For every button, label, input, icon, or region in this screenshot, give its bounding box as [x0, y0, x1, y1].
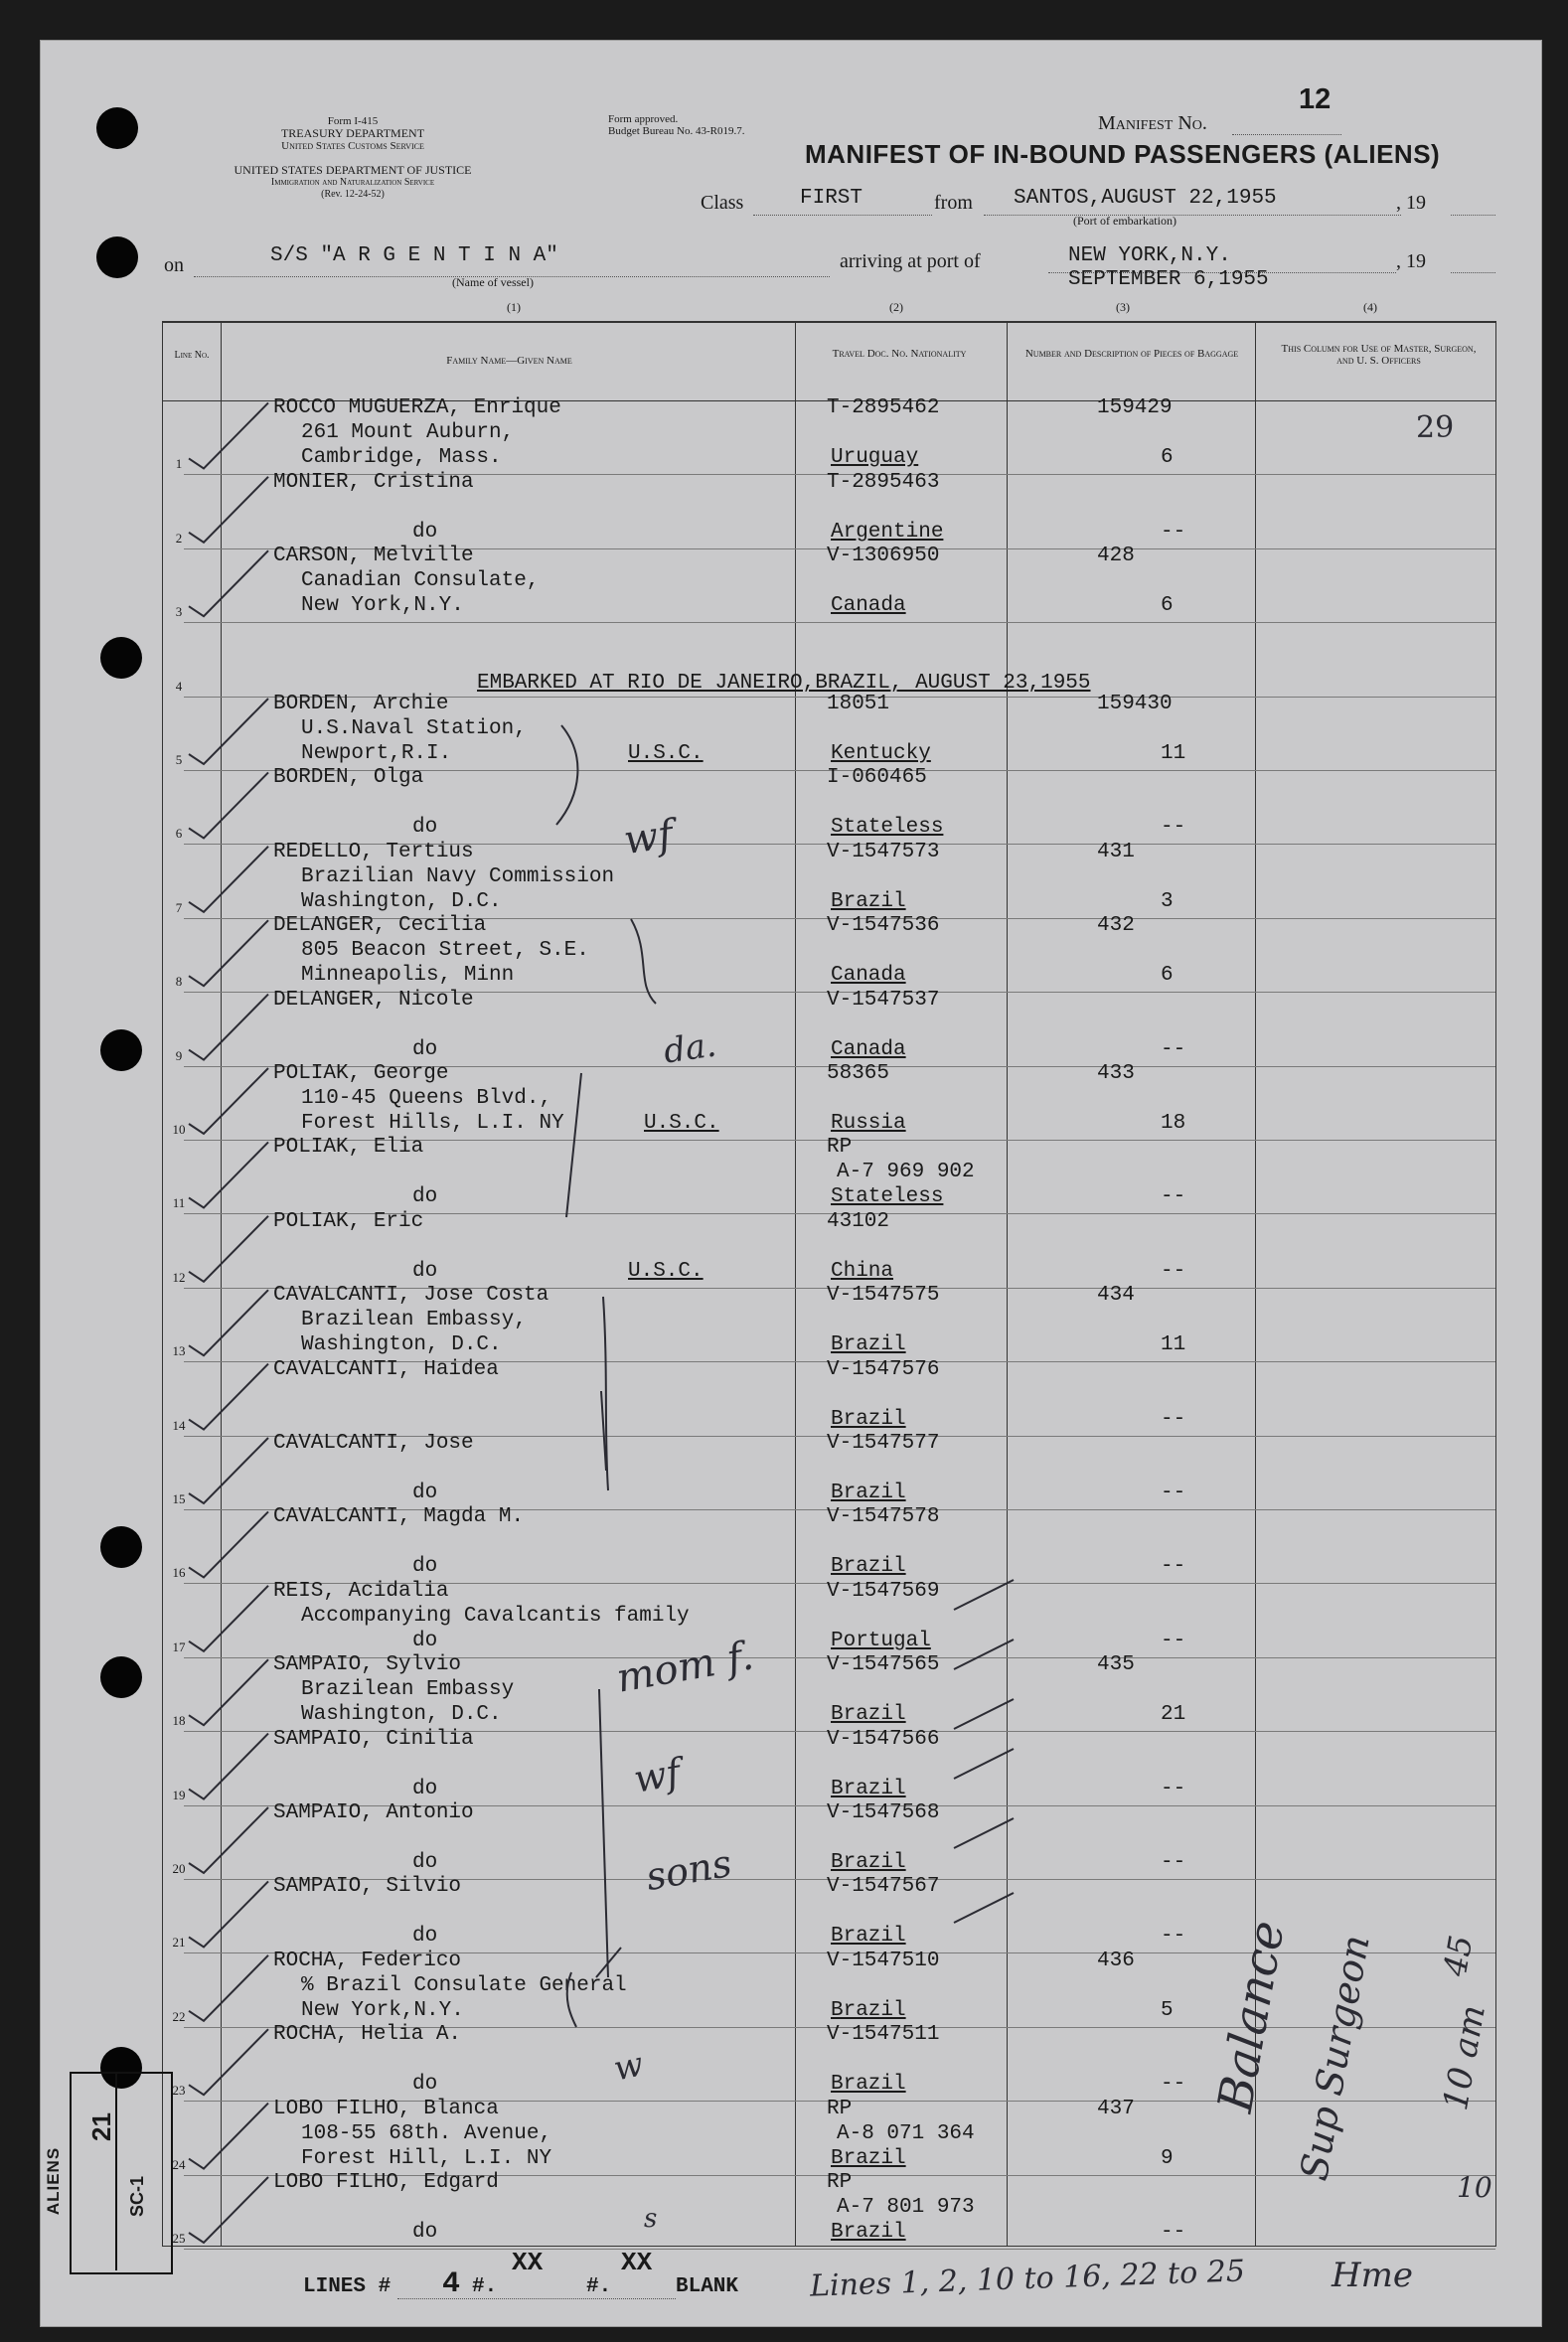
baggage-number: 437: [1097, 2098, 1135, 2120]
line-number: 3: [175, 604, 183, 619]
baggage-number: 428: [1097, 545, 1135, 567]
baggage-count: 3: [1161, 890, 1174, 913]
handwriting-wf-1: wf: [621, 811, 677, 864]
passenger-address-2: Newport,R.I.: [301, 742, 452, 765]
col-num-3: (3): [1116, 300, 1130, 314]
from-value: SANTOS,AUGUST 22,1955: [1014, 187, 1277, 210]
baggage-count: --: [1161, 1260, 1186, 1283]
nationality: Brazil: [831, 2147, 906, 2170]
nationality: Brazil: [831, 1482, 906, 1504]
passenger-address-2: New York,N.Y.: [301, 1999, 464, 2022]
nationality: Stateless: [831, 1185, 944, 1208]
check-mark: [189, 699, 268, 764]
line-number: 8: [175, 974, 183, 989]
nationality: Brazil: [831, 890, 906, 913]
arrival-port: NEW YORK,N.Y.: [1068, 244, 1231, 267]
vessel-caption: (Name of vessel): [452, 275, 534, 289]
form-number: Form I-415: [327, 115, 379, 127]
travel-doc-number: V-1547510: [827, 1950, 940, 1972]
passenger-address-2: Forest Hill, L.I. NY: [301, 2147, 552, 2170]
baggage-count: --: [1161, 1555, 1186, 1578]
class-value: FIRST: [800, 187, 863, 210]
citizenship-note: U.S.C.: [644, 1112, 719, 1135]
line-number: 2: [175, 531, 183, 546]
col-family-name: Family Name—Given Name: [446, 355, 572, 367]
passenger-name: CAVALCANTI, Jose: [273, 1432, 474, 1455]
line-number: 19: [172, 1788, 186, 1802]
travel-doc-number: V-1547578: [827, 1505, 940, 1528]
line-number: 21: [172, 1935, 186, 1950]
baggage-count: --: [1161, 816, 1186, 839]
ditto-mark: do: [412, 1482, 438, 1504]
passenger-name: POLIAK, Elia: [273, 1136, 424, 1159]
line-number: 4: [175, 679, 183, 694]
check-mark: [189, 477, 268, 543]
line-number: 7: [175, 900, 183, 915]
passenger-name: ROCHA, Helia A.: [273, 2023, 462, 2046]
baggage-count: 21: [1161, 1703, 1186, 1726]
handwriting-10: 10: [1457, 2171, 1492, 2204]
officer-note: 29: [1416, 410, 1455, 445]
line-number: 15: [172, 1491, 186, 1506]
col-travel-doc: Travel Doc. No. Nationality: [832, 348, 967, 360]
nationality: Brazil: [831, 1408, 906, 1431]
baggage-count: 11: [1161, 742, 1186, 765]
ditto-mark: do: [412, 1851, 438, 1874]
passenger-address-1: Brazilian Navy Commission: [301, 865, 615, 888]
line-number: 13: [172, 1343, 186, 1358]
baggage-count: --: [1161, 2221, 1186, 2244]
line-number: 16: [172, 1565, 186, 1580]
nationality: Canada: [831, 594, 906, 617]
check-mark: [189, 550, 268, 616]
travel-doc-number: V-1547566: [827, 1728, 940, 1751]
check-mark: [189, 1142, 268, 1207]
year-suffix-2: , 19: [1396, 250, 1426, 272]
passenger-address-1: 261 Mount Auburn,: [301, 421, 515, 444]
handwriting-footer-note: Lines 1, 2, 10 to 16, 22 to 25: [809, 2254, 1246, 2304]
nationality: China: [831, 1260, 894, 1283]
nationality: Brazil: [831, 1925, 906, 1948]
check-mark: [189, 1216, 268, 1282]
baggage-number: 433: [1097, 1062, 1135, 1085]
col-num-2: (2): [889, 300, 903, 314]
port-embark-caption: (Port of embarkation): [1073, 214, 1176, 228]
travel-doc-number-2: A-7 801 973: [837, 2196, 975, 2219]
ditto-mark: do: [412, 1555, 438, 1578]
baggage-count: 5: [1161, 1999, 1174, 2022]
ditto-mark: do: [412, 2221, 438, 2244]
check-mark: [189, 1807, 268, 1873]
baggage-count: 9: [1161, 2147, 1174, 2170]
nationality: Kentucky: [831, 742, 931, 765]
passenger-name: ROCHA, Federico: [273, 1950, 462, 1972]
passenger-address-2: Washington, D.C.: [301, 890, 502, 913]
ditto-mark: do: [412, 2073, 438, 2096]
baggage-count: --: [1161, 1038, 1186, 1061]
travel-doc-number: 18051: [827, 693, 890, 715]
travel-doc-number-2: A-7 969 902: [837, 1161, 975, 1183]
handwriting-time: 10 am: [1436, 2002, 1493, 2113]
nationality: Uruguay: [831, 446, 919, 469]
baggage-number: 434: [1097, 1284, 1135, 1307]
baggage-count: --: [1161, 521, 1186, 544]
travel-doc-number: RP: [827, 1136, 853, 1159]
footer-hash-1: #.: [472, 2275, 498, 2298]
baggage-count: --: [1161, 1185, 1186, 1208]
passenger-address-1: Brazilean Embassy: [301, 1678, 515, 1701]
baggage-count: 18: [1161, 1112, 1186, 1135]
passenger-name: REIS, Acidalia: [273, 1580, 449, 1603]
passenger-address-2: Minneapolis, Minn: [301, 964, 515, 987]
passenger-name: CAVALCANTI, Magda M.: [273, 1505, 525, 1528]
passenger-name: BORDEN, Olga: [273, 766, 424, 789]
line-number: 11: [172, 1195, 186, 1210]
col-num-1: (1): [507, 300, 521, 314]
stamp-aliens: ALIENS: [44, 2146, 64, 2216]
passenger-name: LOBO FILHO, Edgard: [273, 2171, 499, 2194]
handwriting-s: s: [644, 2204, 658, 2234]
baggage-count: --: [1161, 1925, 1186, 1948]
travel-doc-number: V-1547569: [827, 1580, 940, 1603]
passenger-name: DELANGER, Nicole: [273, 989, 474, 1012]
passenger-address-2: Forest Hills, L.I. NY: [301, 1112, 564, 1135]
check-mark: [189, 995, 268, 1060]
year-suffix: , 19: [1396, 192, 1426, 214]
budget-bureau: Budget Bureau No. 43-R019.7.: [608, 125, 745, 137]
check-mark: [189, 847, 268, 912]
line-number: 23: [172, 2083, 186, 2098]
col-officers: This Column for Use of Master, Surgeon, and U. S. Officers: [1281, 343, 1477, 367]
passenger-address-1: Canadian Consulate,: [301, 569, 540, 592]
nationality: Brazil: [831, 1333, 906, 1356]
form-approved: Form approved.: [608, 113, 679, 125]
baggage-number: 435: [1097, 1653, 1135, 1676]
handwriting-da: da.: [661, 1024, 719, 1072]
baggage-count: --: [1161, 1630, 1186, 1652]
travel-doc-number: T-2895463: [827, 471, 940, 494]
passenger-name: CAVALCANTI, Haidea: [273, 1358, 499, 1381]
line-number: 12: [172, 1270, 186, 1285]
footer-blank: BLANK: [676, 2275, 739, 2298]
nationality: Brazil: [831, 1778, 906, 1800]
passenger-name: REDELLO, Tertius: [273, 841, 474, 863]
passenger-name: POLIAK, George: [273, 1062, 449, 1085]
stamp-count: 21: [85, 2112, 116, 2141]
ditto-mark: do: [412, 521, 438, 544]
customs-service: United States Customs Service: [281, 140, 424, 152]
embarked-note: EMBARKED AT RIO DE JANEIRO,BRAZIL, AUGUST 23,1955: [477, 672, 1091, 695]
treasury-dept: TREASURY DEPARTMENT: [280, 126, 425, 140]
check-mark: [189, 1659, 268, 1725]
passenger-name: BORDEN, Archie: [273, 693, 449, 715]
footer-lines-no: 4: [442, 2267, 461, 2301]
handwriting-surgeon: Sup Surgeon: [1292, 1932, 1378, 2184]
handwriting-wf-2: wf: [630, 1750, 685, 1801]
travel-doc-number: T-2895462: [827, 396, 940, 419]
travel-doc-number: V-1547537: [827, 989, 940, 1012]
passenger-name: MONIER, Cristina: [273, 471, 474, 494]
nationality: Russia: [831, 1112, 906, 1135]
footer-xx-1: XX: [512, 2248, 544, 2277]
manifest-no: 12: [1299, 83, 1332, 115]
baggage-number: 436: [1097, 1950, 1135, 1972]
stamp-sub: SC-1: [127, 2175, 148, 2218]
travel-doc-number: V-1547565: [827, 1653, 940, 1676]
baggage-count: --: [1161, 1778, 1186, 1800]
ditto-mark: do: [412, 1925, 438, 1948]
from-label: from: [934, 192, 973, 214]
ditto-mark: do: [412, 1260, 438, 1283]
passenger-name: DELANGER, Cecilia: [273, 914, 487, 937]
passenger-address-1: Accompanying Cavalcantis family: [301, 1605, 690, 1628]
passenger-address-2: Cambridge, Mass.: [301, 446, 502, 469]
travel-doc-number: RP: [827, 2098, 853, 2120]
travel-doc-number: 58365: [827, 1062, 890, 1085]
handwriting-initials: Hme: [1332, 2256, 1414, 2295]
nationality: Brazil: [831, 1555, 906, 1578]
line-number: 10: [172, 1122, 186, 1137]
check-mark: [189, 1955, 268, 2021]
passenger-name: SAMPAIO, Antonio: [273, 1801, 474, 1824]
ditto-mark: do: [412, 1778, 438, 1800]
col-baggage: Number and Description of Pieces of Baggage: [1024, 348, 1239, 360]
ditto-mark: do: [412, 1038, 438, 1061]
travel-doc-number: V-1547573: [827, 841, 940, 863]
passenger-name: SAMPAIO, Sylvio: [273, 1653, 462, 1676]
travel-doc-number: 43102: [827, 1210, 890, 1233]
line-number: 20: [172, 1861, 186, 1876]
citizenship-note: U.S.C.: [628, 742, 704, 765]
col-num-4: (4): [1363, 300, 1377, 314]
baggage-number: 432: [1097, 914, 1135, 937]
line-number: 24: [172, 2157, 186, 2172]
line-number: 17: [172, 1639, 186, 1654]
nationality: Canada: [831, 1038, 906, 1061]
baggage-count: --: [1161, 1482, 1186, 1504]
check-mark: [189, 1511, 268, 1577]
handwriting-45: 45: [1436, 1932, 1481, 1979]
travel-doc-number: V-1547576: [827, 1358, 940, 1381]
line-number: 18: [172, 1713, 186, 1728]
ins-label: Immigration and Naturalization Service: [270, 177, 435, 188]
manifest-no-label: Manifest No.: [1098, 112, 1207, 134]
baggage-count: 11: [1161, 1333, 1186, 1356]
ditto-mark: do: [412, 816, 438, 839]
ditto-mark: do: [412, 1185, 438, 1208]
vessel-name: S/S "A R G E N T I N A": [270, 244, 558, 267]
nationality: Argentine: [831, 521, 944, 544]
passenger-name: CARSON, Melville: [273, 545, 474, 567]
arriving-label: arriving at port of: [840, 250, 981, 272]
manifest-title: MANIFEST OF IN-BOUND PASSENGERS (ALIENS): [805, 139, 1441, 169]
travel-doc-number: I-060465: [827, 766, 927, 789]
arrival-date: SEPTEMBER 6,1955: [1068, 268, 1269, 291]
baggage-count: 6: [1161, 594, 1174, 617]
travel-doc-number: V-1547575: [827, 1284, 940, 1307]
justice-dept: UNITED STATES DEPARTMENT OF JUSTICE: [234, 163, 472, 177]
check-mark: [189, 1290, 268, 1355]
line-number: 6: [175, 826, 183, 841]
baggage-count: 6: [1161, 446, 1174, 469]
revision: (Rev. 12-24-52): [321, 189, 385, 200]
passenger-address-1: U.S.Naval Station,: [301, 717, 527, 740]
nationality: Brazil: [831, 1703, 906, 1726]
line-number: 14: [172, 1418, 186, 1433]
baggage-number: 159430: [1097, 693, 1173, 715]
passenger-name: SAMPAIO, Silvio: [273, 1875, 462, 1898]
line-number: 22: [172, 2009, 186, 2024]
baggage-number: 431: [1097, 841, 1135, 863]
nationality: Canada: [831, 964, 906, 987]
line-number: 25: [172, 2231, 186, 2246]
check-mark: [189, 1364, 268, 1430]
class-label: Class: [701, 192, 744, 214]
handwriting-sons: sons: [642, 1840, 735, 1900]
check-mark: [189, 2177, 268, 2243]
check-mark: [189, 1438, 268, 1503]
passenger-address-1: 110-45 Queens Blvd.,: [301, 1087, 552, 1110]
check-mark: [189, 1068, 268, 1134]
passenger-address-2: Washington, D.C.: [301, 1703, 502, 1726]
check-mark: [189, 402, 268, 468]
line-number: 1: [175, 456, 183, 471]
travel-doc-number: RP: [827, 2171, 853, 2194]
travel-doc-number: V-1547511: [827, 2023, 940, 2046]
passenger-name: SAMPAIO, Cinilia: [273, 1728, 474, 1751]
nationality: Brazil: [831, 2221, 906, 2244]
check-mark: [189, 2104, 268, 2169]
passenger-address-1: 108-55 68th. Avenue,: [301, 2122, 552, 2145]
travel-doc-number: V-1547536: [827, 914, 940, 937]
nationality: Brazil: [831, 1851, 906, 1874]
on-label: on: [164, 254, 184, 276]
check-mark: [189, 1586, 268, 1651]
passenger-address-2: Washington, D.C.: [301, 1333, 502, 1356]
handwriting-w: w: [610, 2044, 647, 2090]
col-line-no: Line No.: [174, 350, 210, 361]
passenger-address-1: 805 Beacon Street, S.E.: [301, 939, 589, 962]
check-mark: [189, 772, 268, 838]
passenger-name: ROCCO MUGUERZA, Enrique: [273, 396, 561, 419]
nationality: Portugal: [831, 1630, 931, 1652]
passenger-address-1: Brazilean Embassy,: [301, 1309, 527, 1331]
travel-doc-number: V-1547567: [827, 1875, 940, 1898]
passenger-address-1: % Brazil Consulate General: [301, 1974, 627, 1997]
check-mark: [189, 2029, 268, 2095]
passenger-name: POLIAK, Eric: [273, 1210, 424, 1233]
passenger-address-2: New York,N.Y.: [301, 594, 464, 617]
line-number: 5: [175, 752, 183, 767]
footer-xx-2: XX: [621, 2248, 653, 2277]
travel-doc-number: V-1306950: [827, 545, 940, 567]
handwriting-balance: Balance: [1207, 1916, 1296, 2116]
nationality: Stateless: [831, 816, 944, 839]
baggage-number: 159429: [1097, 396, 1173, 419]
check-mark: [189, 1734, 268, 1799]
baggage-count: --: [1161, 2073, 1186, 2096]
passenger-name: CAVALCANTI, Jose Costa: [273, 1284, 549, 1307]
nationality: Brazil: [831, 2073, 906, 2096]
passenger-name: LOBO FILHO, Blanca: [273, 2098, 499, 2120]
handwriting-mom: mom f.: [613, 1633, 757, 1702]
citizenship-note: U.S.C.: [628, 1260, 704, 1283]
ditto-mark: do: [412, 1630, 438, 1652]
footer-lines-label: LINES #: [303, 2275, 392, 2298]
travel-doc-number-2: A-8 071 364: [837, 2122, 975, 2145]
footer-hash-2: #.: [586, 2275, 612, 2298]
baggage-count: --: [1161, 1851, 1186, 1874]
nationality: Brazil: [831, 1999, 906, 2022]
line-number: 9: [175, 1048, 183, 1063]
check-mark: [189, 1881, 268, 1947]
travel-doc-number: V-1547577: [827, 1432, 940, 1455]
baggage-count: 6: [1161, 964, 1174, 987]
baggage-count: --: [1161, 1408, 1186, 1431]
check-mark: [189, 920, 268, 986]
travel-doc-number: V-1547568: [827, 1801, 940, 1824]
